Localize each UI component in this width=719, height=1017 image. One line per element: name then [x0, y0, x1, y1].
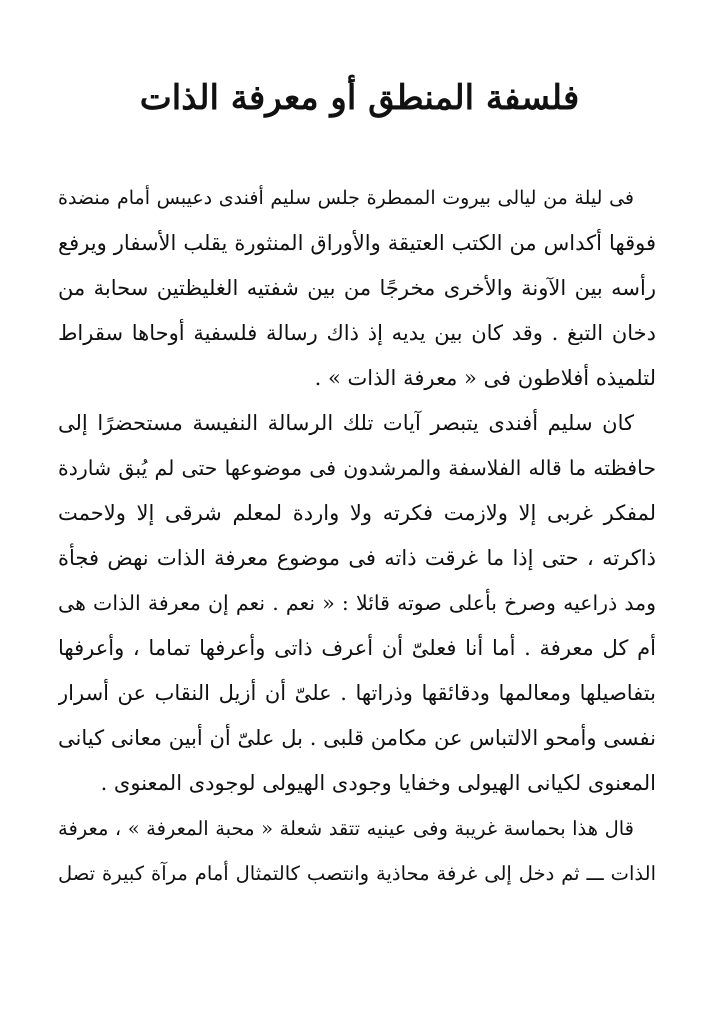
text-line: أم كل معرفة . أما أنا فعلىّ أن أعرف ذاتى وأعرفها تماما ، وأعرفها: [58, 636, 656, 660]
body-text: [58, 176, 656, 896]
text-line: رأسه بين الآونة والأخرى مخرجًا من بين شفتيه الغليظتين سحابة من: [58, 276, 656, 300]
text-line: لتلميذه أفلاطون فى « معرفة الذات » .: [314, 366, 656, 390]
text-line: قال هذا بحماسة غريبة وفى عينيه تتقد شعلة « محبة المعرفة » ، معرفة: [58, 817, 634, 840]
text-line: ومد ذراعيه وصرخ بأعلى صوته قائلا : « نعم . نعم إن معرفة الذات هى: [58, 591, 656, 615]
text-line: نفسى وأمحو الالتباس عن مكامن قلبى . بل علىّ أن أبين معانى كيانى: [58, 726, 656, 750]
text-line: المعنوى لكيانى الهيولى وخفايا وجودى الهيولى لوجودى المعنوى .: [100, 771, 656, 795]
text-line: لمفكر غربى إلا ولازمت فكرته ولا واردة لمعلم شرقى إلا ولاحمت: [58, 501, 656, 525]
text-line: حافظته ما قاله الفلاسفة والمرشدون فى موضوعها حتى لم يُبق شاردة: [58, 456, 656, 480]
text-line: الذات ـــ ثم دخل إلى غرفة محاذية وانتصب كالتمثال أمام مرآة كبيرة تصل: [58, 862, 656, 885]
text-line: كان سليم أفندى يتبصر آيات تلك الرسالة النفيسة مستحضرًا إلى: [58, 411, 634, 435]
text-line: ذاكرته ، حتى إذا ما غرقت ذاته فى موضوع معرفة الذات نهض فجأة: [58, 546, 656, 570]
text-line: فوقها أكداس من الكتب العتيقة والأوراق المنثورة يقلب الأسفار ويرفع: [58, 231, 656, 255]
text-line: بتفاصيلها ومعالمها ودقائقها وذراتها . علىّ أن أزيل النقاب عن أسرار: [58, 681, 656, 705]
text-line: فى ليلة من ليالى بيروت الممطرة جلس سليم أفندى دعيبس أمام منضدة: [58, 187, 634, 209]
page-title: فلسفة المنطق أو معرفة الذات: [139, 78, 580, 118]
text-line: دخان التبغ . وقد كان بين يديه إذ ذاك رسالة فلسفية أوحاها سقراط: [58, 321, 656, 345]
